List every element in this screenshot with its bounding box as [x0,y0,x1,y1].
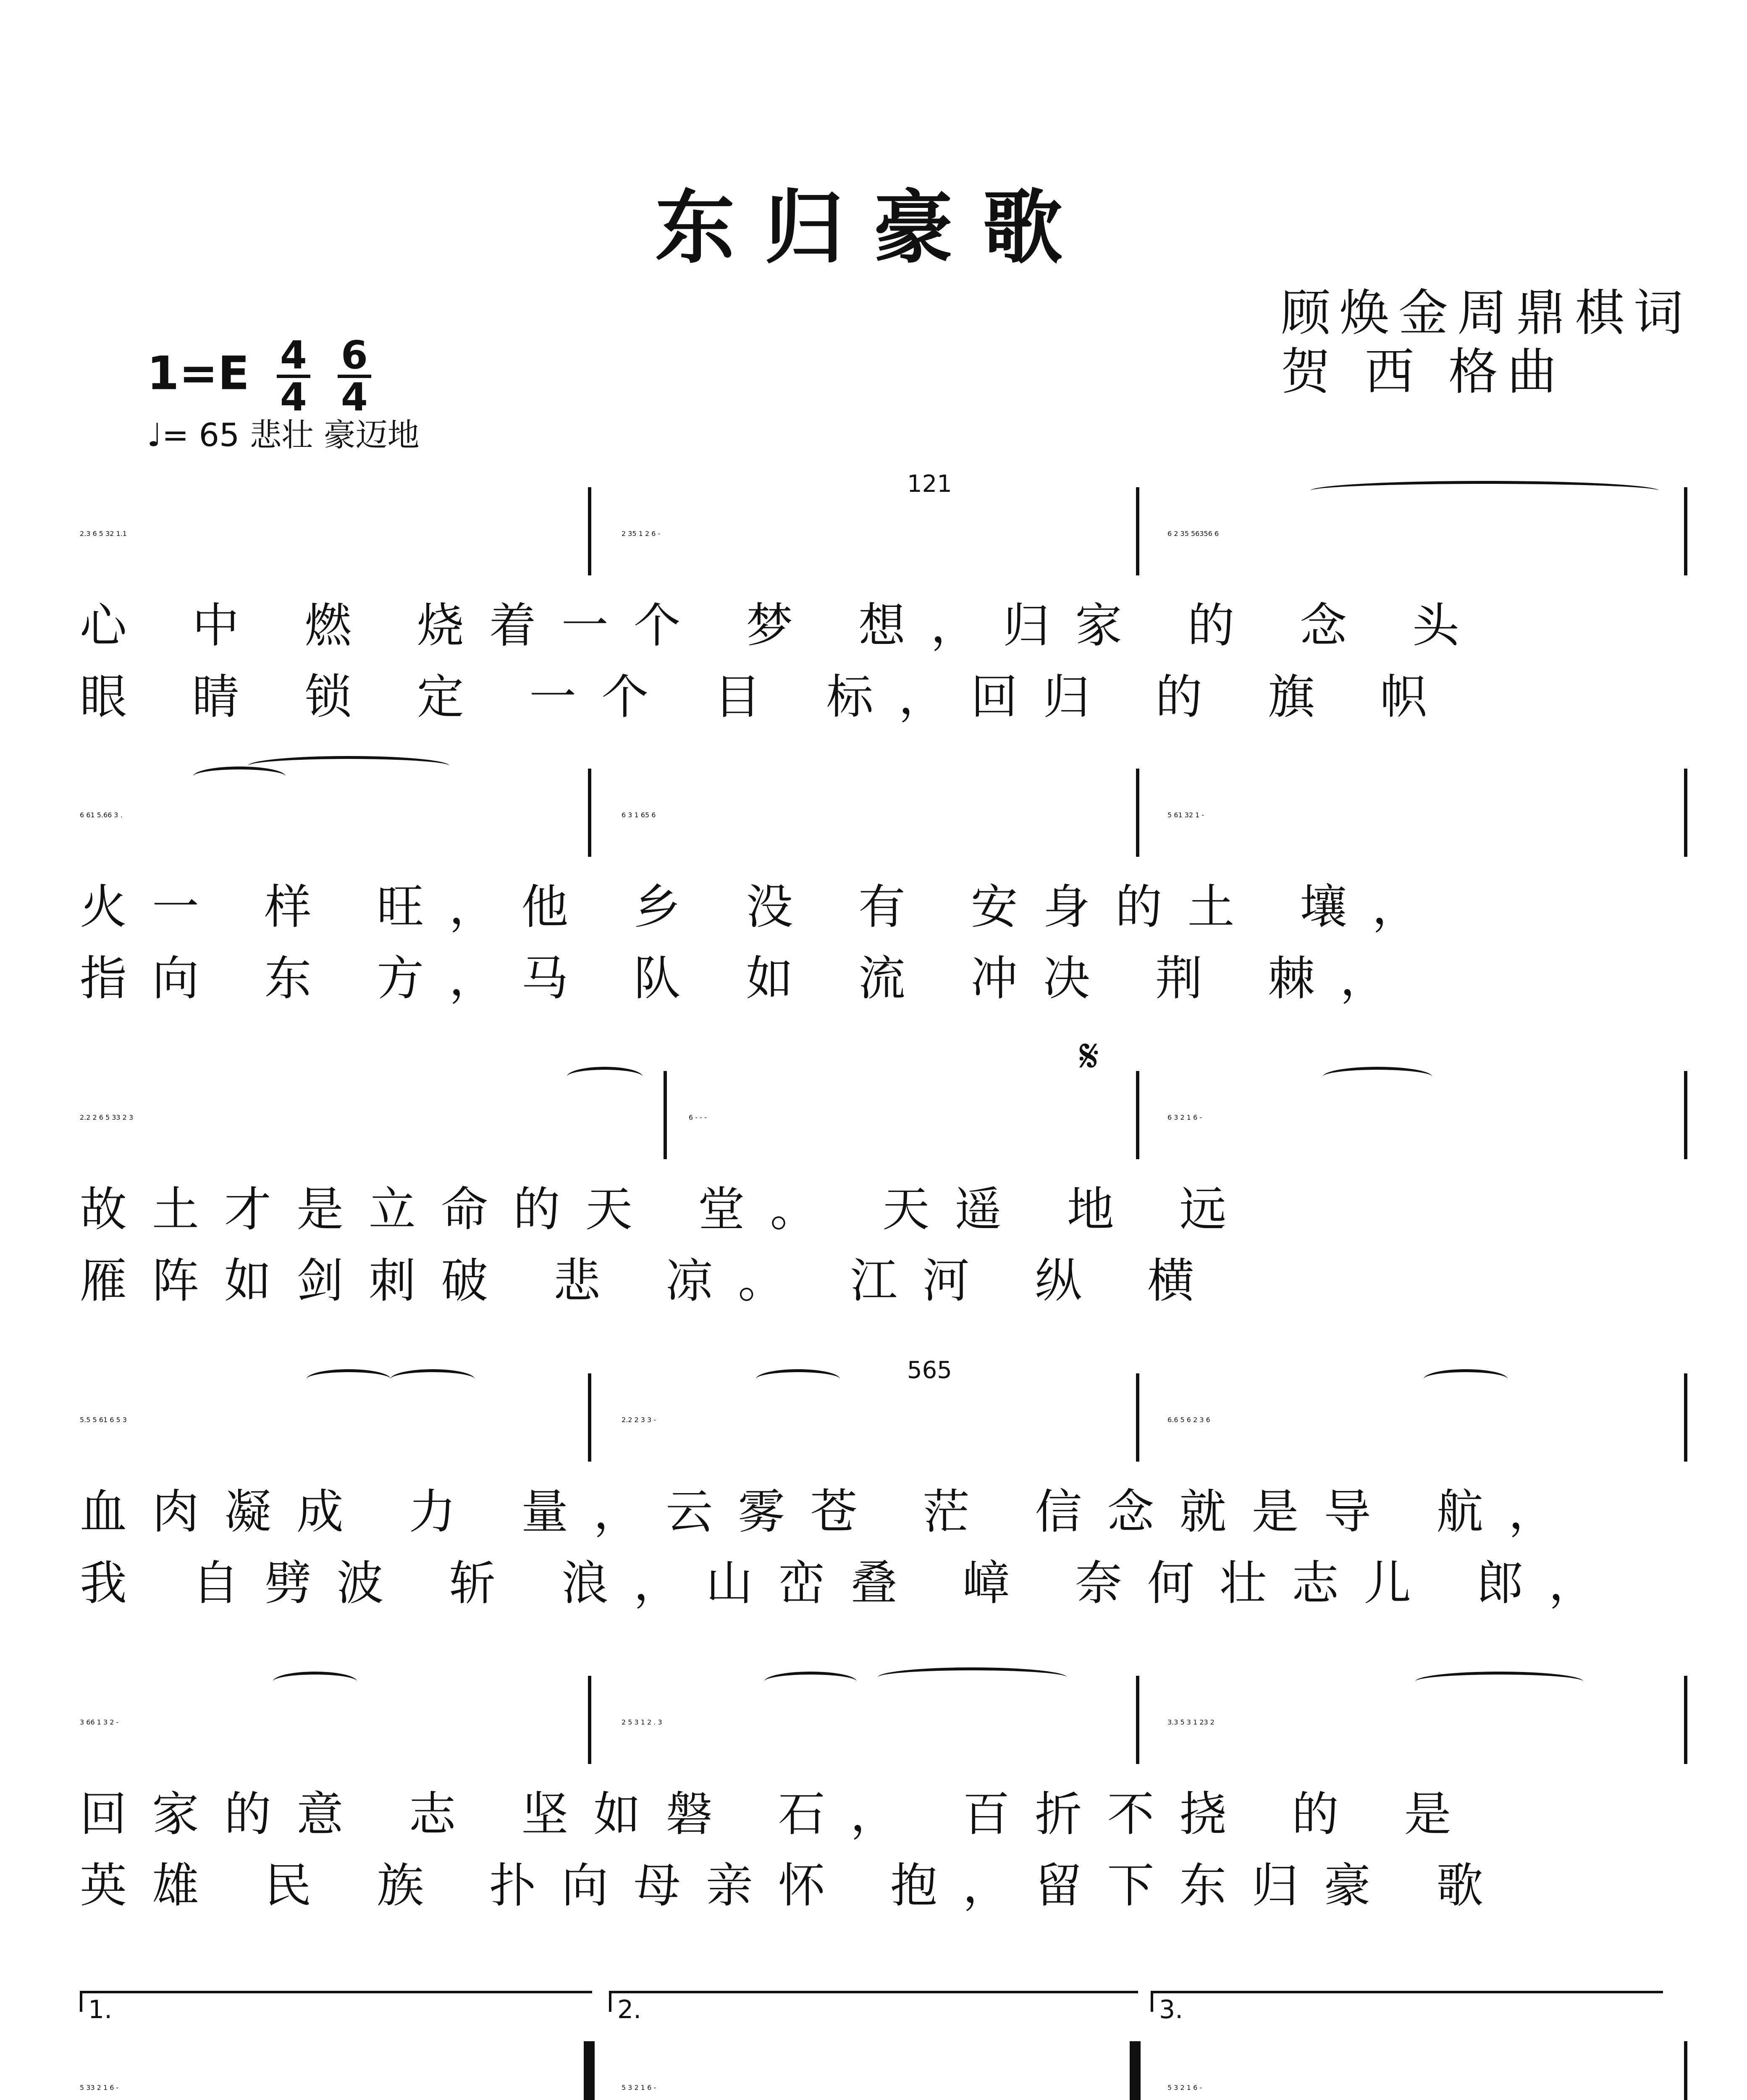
measure: 2 5 3 1 2 . 3 [622,1718,662,1726]
measure: 6.6 5 6 2 3 6 [1167,1415,1210,1424]
measure: 6 3 1 65 6 [622,811,656,819]
measure: 5 3 2 1 6 - [1167,2083,1202,2092]
slur [878,1667,1067,1687]
measure: 6 61 5.66 3 . [80,811,123,819]
slur [1415,1672,1583,1691]
grace-note: 121 [907,470,952,498]
slur [756,1369,840,1389]
lyricist-credit: 顾焕金周鼎棋词 [1281,284,1693,342]
lyric-line-1: 火一 样 旺，他 乡 没 有 安身的土 壤， [80,880,1445,934]
measure: 5 3 2 1 6 - [622,2083,656,2092]
barline [664,1071,667,1159]
lyric-line-2: 英雄 民 族 扑向母亲怀 抱，留下东归豪 歌 [80,1858,1509,1913]
repeat-barline [1130,2041,1141,2100]
lyric-line-1: 心 中 燃 烧着一个 梦 想，归家 的 念 头 [80,598,1485,653]
measure: 2.2 2 6 5 33 2 3 [80,1113,134,1121]
measure: 3.3 5 3 1 23 2 [1167,1718,1215,1726]
volta-1: 1. [80,1991,592,2012]
slur [1310,481,1659,501]
barline [1136,1373,1139,1462]
barline [588,1373,591,1462]
system-5 [67,1680,1688,1915]
lyric-line-2: 眼 睛 锁 定 一个 目 标，回归 的 旗 帜 [80,670,1453,724]
lyric-line-1: 回家的意 志 坚如磐 石， 百折不挠 的 是 [80,1787,1477,1842]
barline [588,769,591,857]
measure: 5 33 2 1 6 - [80,2083,119,2092]
barline [1684,2041,1687,2100]
segno-sign: 𝄋 [1079,1029,1099,1083]
slur [273,1672,357,1691]
measure: 6 - - - [689,1113,707,1121]
measure: 2 35 1 2 6 - [622,529,661,538]
volta-2: 2. [609,1991,1138,2012]
slur [307,1369,391,1389]
slur [391,1369,475,1389]
slur [1424,1369,1508,1389]
lyric-line-1: 血肉凝成 力 量，云雾苍 茫 信念就是导 航， [80,1485,1581,1539]
barline [1684,1676,1687,1764]
tempo-marking: ♩= 65 悲壮 豪迈地 [147,416,420,454]
barline [1684,487,1687,575]
composer-credit: 贺 西 格曲 [1281,343,1566,401]
system-2 [67,773,1688,1008]
barline [1684,1071,1687,1159]
slur [764,1672,857,1691]
grace-note: 565 [907,1357,952,1384]
lyric-line-2: 雁阵如剑刺破 悲 凉。 江河 纵 横 [80,1254,1220,1308]
barline [1136,769,1139,857]
measure: 5 61 32 1 - [1167,811,1204,819]
barline [588,487,591,575]
barline [588,1676,591,1764]
volta-3: 3. [1151,1991,1663,2012]
time-signature-4-4: $\frac{4}{4}$ [277,336,310,417]
slur [248,756,449,776]
measure: 2.2 2 3 3 - [622,1415,656,1424]
measure: 3 66 1 3 2 - [80,1718,119,1726]
slur [1323,1067,1432,1087]
barline [1136,487,1139,575]
barline [1684,769,1687,857]
system-4 [67,1357,1688,1613]
system-6 [67,1995,1688,2100]
page-title: 东归豪歌 [655,181,1092,274]
repeat-barline [584,2041,595,2100]
lyric-line-2: 我 自劈波 斩 浪，山峦叠 嶂 奈何壮志儿 郎， [80,1556,1621,1611]
system-3 [67,1029,1688,1310]
measure: 5.5 5 61 6 5 3 [80,1415,127,1424]
lyric-line-1: 故土才是立命的天 堂。 天遥 地 远 [80,1182,1252,1237]
lyric-line-2: 指向 东 方，马 队 如 流 冲决 荆 棘， [80,951,1412,1006]
barline [1684,1373,1687,1462]
measure: 6 3 2 1 6 - [1167,1113,1202,1121]
barline [1136,1071,1139,1159]
time-signature-6-4: $\frac{6}{4}$ [338,336,371,417]
system-1 [67,470,1688,727]
measure: 6 2 35 56356 6 [1167,529,1219,538]
barline [1136,1676,1139,1764]
measure: 2.3 6 5 32 1.1 [80,529,127,538]
key-signature: 1=E $\frac{4}{4}$ $\frac{6}{4}$ [147,336,371,417]
slur [567,1067,643,1087]
